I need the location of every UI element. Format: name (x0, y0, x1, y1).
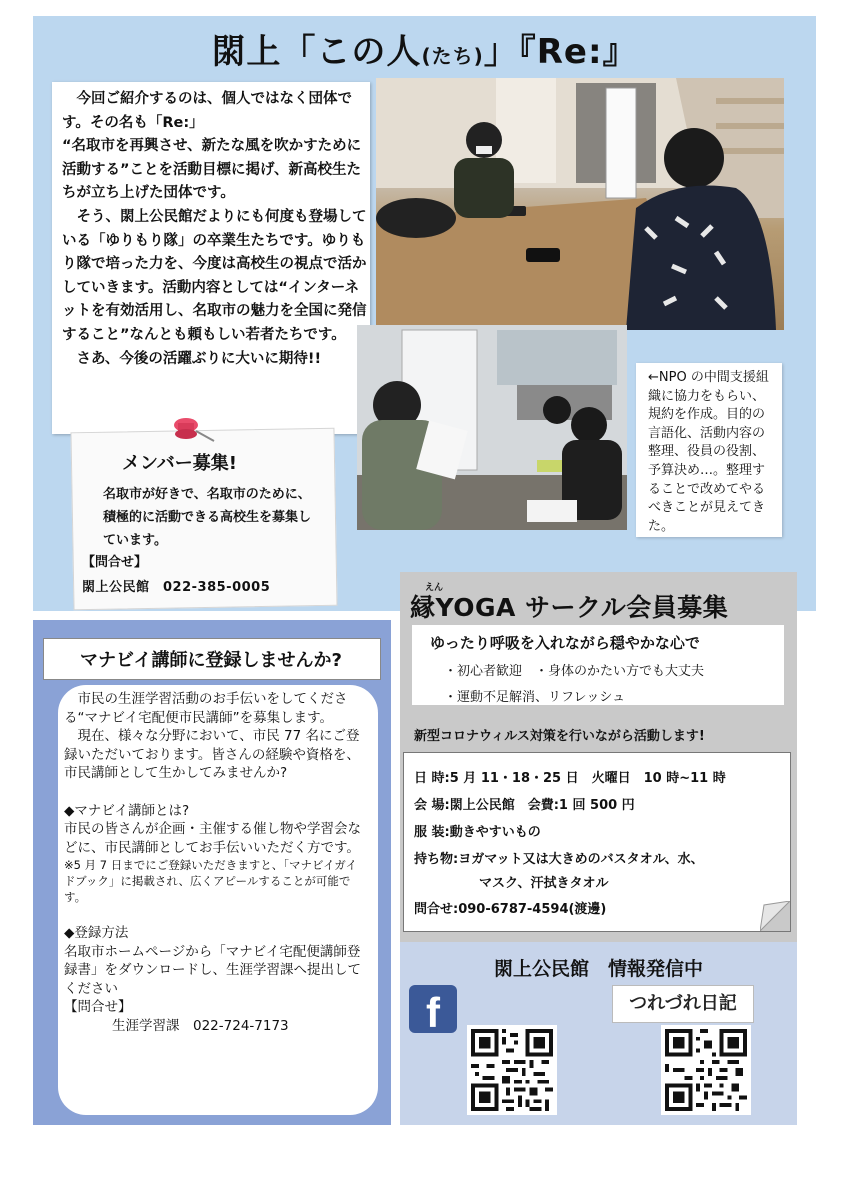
page-title: 閖上「この人(たち)」『Re:』 (211, 32, 638, 72)
info-title: 閖上公民館 情報発信中 (493, 958, 703, 980)
facebook-icon[interactable]: f (409, 985, 457, 1033)
yoga-detail-venue: 会 場:閖上公民館 会費:1 回 500 円 (414, 798, 635, 813)
photo-caption: ←NPO の中間支援組織に協力をもらい、規約を作成。目的の言語化、活動内容の整理、役員の役割、予算決め…。整理することで改めてやるべきことが見えてきた。 (648, 370, 769, 534)
blog-logo[interactable]: つれづれ日記 (612, 985, 754, 1023)
yoga-title: 縁YOGA サークル会員募集 (410, 593, 729, 622)
manabi-paragraph-3: 市民の皆さんが企画・主催する催し物や学習会などに、市民講師としてお手伝いいただく方です。 (64, 821, 361, 856)
manabi-contact-label: 【問合せ】 (64, 999, 132, 1016)
yoga-title-ruby: えん (425, 583, 444, 593)
intro-paragraph-3: そう、閖上公民館だよりにも何度も登場している「ゆりもり隊」の卒業生たちです。ゆりもり隊で培った力を、今度は高校生の視点で活かしていきます。活動内容としては“インターネットを有効活用し、名取市の魅力を全国に発信すること”なんとも頼もしい若者たちです。 (62, 208, 367, 343)
intro-paragraph-4: さあ、今後の活躍ぶりに大いに期待!! (62, 350, 322, 367)
intro-paragraph-2: “名取市を再興させ、新たな風を吹かすために活動する”ことを活動目標に掲げ、新高校生たちが立ち上げた団体です。 (62, 138, 362, 202)
photo-whiteboard-meeting (357, 325, 627, 530)
yoga-subtitle: ゆったり呼吸を入れながら穏やかな心で (430, 634, 700, 652)
manabi-note: ※5 月 7 日までにご登録いただきますと、「マナビイガイドブック」に掲載され、広くアピールすることが可能です。 (64, 858, 357, 905)
manabi-heading-what: ◆マナビイ講師とは? (64, 802, 190, 819)
intro-paragraph-1: 今回ご紹介するのは、個人ではなく団体です。その名も「Re:」 (62, 91, 352, 131)
member-recruit-title: メンバー募集! (122, 453, 237, 474)
yoga-detail-belongings-2: マスク、汗拭きタオル (479, 876, 609, 891)
manabi-heading-register: ◆登録方法 (64, 924, 129, 941)
manabi-contact: 生涯学習課 022-724-7173 (112, 1017, 289, 1034)
yoga-detail-contact: 問合せ:090-6787-4594(渡邊) (414, 902, 607, 917)
manabi-paragraph-1: 市民の生涯学習活動のお手伝いをしてくださる“マナビイ宅配便市民講師”を募集します。 (64, 691, 348, 726)
push-pin-icon (170, 415, 216, 445)
yoga-bullet-2: ・運動不足解消、リフレッシュ (444, 690, 626, 705)
member-recruit-body: 名取市が好きで、名取市のために、積極的に活動できる高校生を募集しています。 (103, 487, 312, 548)
manabi-paragraph-2: 現在、様々な分野において、市民 77 名にご登録いただいております。皆さんの経験や資格を、市民講師として生かしてみませんか? (64, 728, 360, 782)
page-fold-icon (760, 901, 790, 931)
yoga-detail-clothing: 服 装:動きやすいもの (414, 825, 541, 840)
facebook-qr-code (467, 1025, 557, 1115)
yoga-detail-belongings: 持ち物:ヨガマット又は大きめのバスタオル、水、 (414, 852, 704, 867)
manabi-title: マナビイ講師に登録しませんか? (80, 650, 342, 671)
blog-qr-code (661, 1025, 751, 1115)
intro-text (62, 88, 367, 371)
yoga-detail-datetime: 日 時:5 月 11・18・25 日 火曜日 10 時~11 時 (414, 771, 726, 786)
member-contact-label: 【問合せ】 (82, 555, 148, 570)
photo-meeting-table (376, 78, 784, 330)
member-contact: 閖上公民館 022-385-0005 (82, 580, 271, 595)
yoga-bullet-1: ・初心者歓迎 ・身体のかたい方でも大丈夫 (444, 664, 705, 679)
manabi-paragraph-4: 名取市ホームページから「マナビイ宅配便講師登録書」をダウンロードし、生涯学習課へ提出してください (64, 943, 361, 997)
yoga-notice: 新型コロナウィルス対策を行いながら活動します! (414, 729, 705, 744)
manabi-body (64, 690, 364, 1036)
